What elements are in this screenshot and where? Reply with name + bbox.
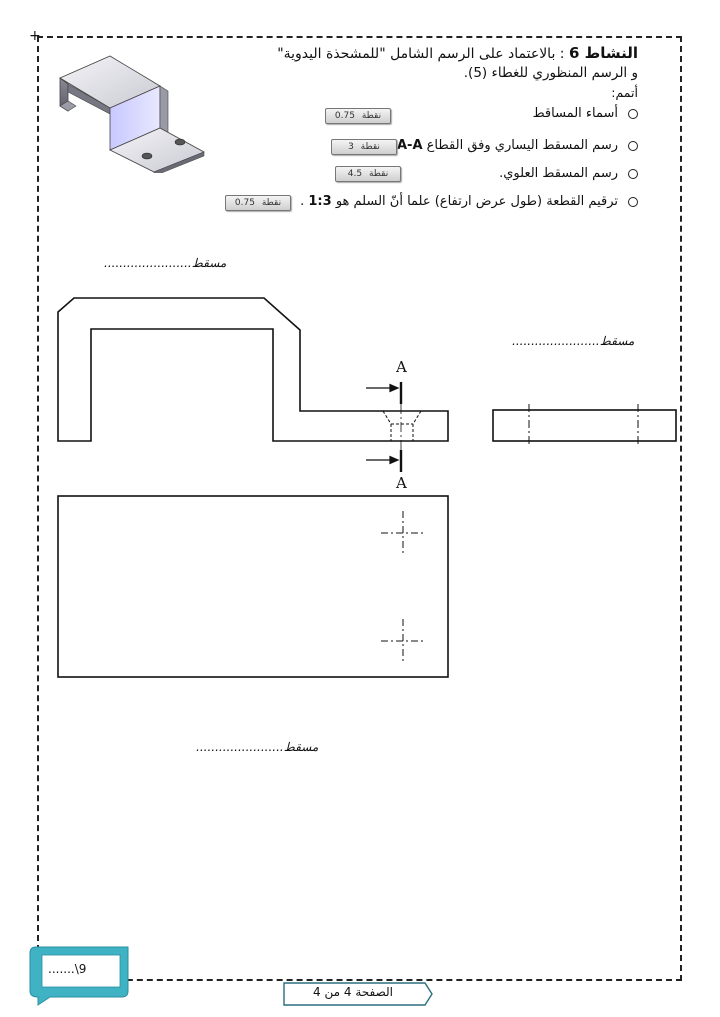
activity-label: النشاط 6 [568,44,638,62]
side-view-outline [493,410,676,441]
activity-text: : بالاعتماد على الرسم الشامل "للمشحذة اليدوية" [277,46,565,62]
view-label-top: مسقط....................... [196,740,319,754]
score-value: 9 [78,962,87,976]
section-arrow-top [366,385,398,392]
top-view-outline [58,496,448,677]
view-label-side: مسقط....................... [512,334,635,348]
section-letter-bottom: A [396,474,407,492]
score-text [48,962,86,976]
section-letter-top: A [396,358,407,376]
task-text-main: رسم المسقط اليساري وفق القطاع [426,138,618,153]
complete-label: أتمم: [611,85,638,100]
points-value: 3 [348,142,354,152]
score-box [28,945,130,1007]
top-view-hole-center-1 [381,511,425,555]
score-separator: \ [74,962,79,976]
score-dots: ....... [48,962,75,976]
task-text-bold: 1:3 [308,194,332,209]
top-view-hole-center-2 [381,619,425,663]
task-text-main: ترقيم القطعة (طول عرض ارتفاع) علما أنّ السلم هو [335,194,618,209]
section-arrow-bottom [366,457,398,464]
view-label-front: مسقط....................... [104,256,227,270]
task-text-bold: A-A [397,138,423,153]
points-unit: نقطة [361,111,382,121]
front-view-outline [58,298,448,441]
points-unit: نقطة [360,142,380,152]
subtitle-text: و الرسم المنظوري للغطاء [491,65,638,81]
points-unit: نقطة [261,198,282,208]
points-unit: نقطة [368,169,389,179]
subtitle-ref: (5). [463,65,488,81]
task-text: ترقيم القطعة (طول عرض ارتفاع) علما أنّ السلم هو 1:3 . [300,194,618,209]
front-view-hidden-hole [383,411,421,441]
corner-mark: + [29,28,41,44]
points-value: 4.5 [347,169,363,179]
points-value: 0.75 [334,111,355,121]
points-value: 0.75 [234,198,255,208]
task-text: رسم المسقط العلوي. [499,166,618,181]
task-text: أسماء المساقط [532,106,618,121]
page-number: الصفحة 4 من 4 [313,985,393,999]
